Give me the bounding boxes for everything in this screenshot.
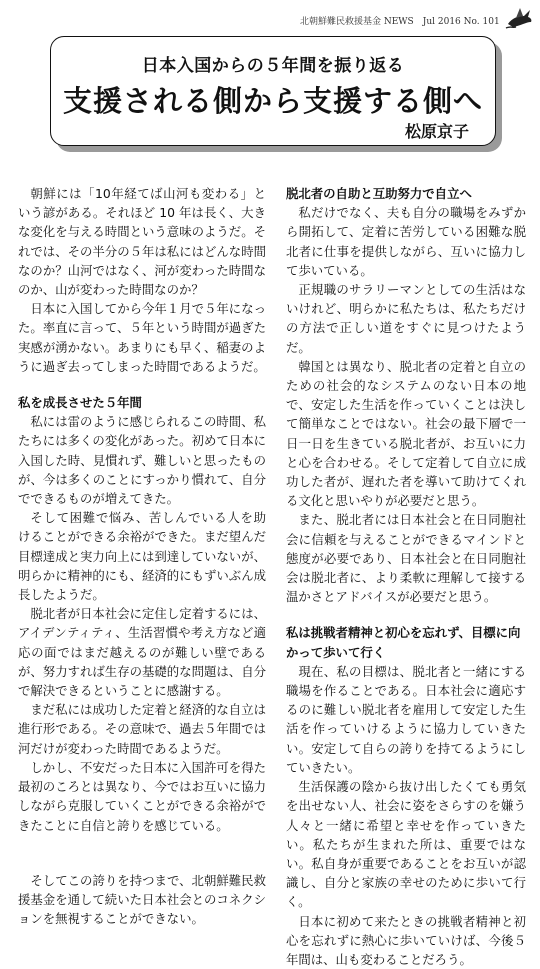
paragraph: しかし、不安だった日本に入国許可を得た最初のころとは異なり、今ではお互いに協力しながら克服していくことができる余裕ができたことに自信と誇りを感じている。 xyxy=(18,759,266,833)
paragraph: まだ私には成功した定着と経済的な自立は進行形である。その意味で、過去５年間では河だけが変わった時間であるようだ。 xyxy=(18,702,266,756)
paragraph: 私には雷のように感じられるこの時間、私たちには多くの変化があった。初めて日本に入国した時、見慣れず、難しいと思ったものが、今は多くのことにすっかり慣れて、自分でできるものが増えてきた。 xyxy=(18,414,266,507)
paragraph: 朝鮮には「10年経てば山河も変わる」という諺がある。それほど 10 年は長く、大きな変化を与える時間という意味のようだ。それでは、その半分の５年は私にはどんな時間なのか？山河ではなく、河が変わった時間なのか、山が変わった時間なのか？ xyxy=(18,186,266,298)
section-heading-challenge: 私は挑戦者精神と初心を忘れず、目標に向かって歩いて行く xyxy=(286,625,521,660)
paragraph: 正規職のサラリーマンとしての生活はないけれど、明らかに私たちは、私たちだけの方法で正しい道をすぐに見つけたようだ。 xyxy=(286,282,526,355)
paragraph: そして困難で悩み、苦しんでいる人を助けることができる余裕ができた。まだ望んだ目標達成と実力向上には到達していないが、明らかに精神的にも、経済的にもずいぶん成長したようだ。 xyxy=(18,510,266,603)
paragraph: 日本に入国してから今年１月で５年になった。率直に言って、５年という時間が過ぎた実感が湧かない。あまりにも早く、稲妻のように過ぎ去ってしまった時間であるようだ。 xyxy=(18,301,266,374)
paragraph: 脱北者が日本社会に定住し定着するには、アイデンティティ、生活習慣や考え方など適応の面ではまだ越えるのが難しい壁であるが、努力すれば生存の基礎的な問題は、自分で解決できるということに感謝する。 xyxy=(18,606,266,699)
paragraph: 私だけでなく、夫も自分の職場をみずから開拓して、定着に苦労している困難な脱北者に仕事を提供しながら、互いに協力して歩いている。 xyxy=(286,205,526,278)
title-box xyxy=(50,36,496,146)
paragraph: また、脱北者には日本社会と在日同胞社会に信頼を与えることができるマインドと態度が必要であり、日本社会と在日同胞社会は脱北者に、より柔軟に理解して接する温かさとアドバイスが必要だと思う。 xyxy=(286,512,526,605)
paragraph: 韓国とは異なり、脱北者の定着と自立のための社会的なシステムのない日本の地で、安定した生活を作っていくことは決して簡単なことではない。社会の最下層で一日一日を生きている脱北者が、お互いに力と心を合わせる。そして定着して自立に成功した者が、遅れた者を導いて助けてくれる文化と思いやりが必要だと思う。 xyxy=(286,358,526,509)
article-title: 支援される側から支援する側へ xyxy=(62,84,483,118)
paragraph: 日本に初めて来たときの挑戦者精神と初心を忘れずに熱心に歩いていけば、今後５年間は、山も変わることだろう。 xyxy=(286,913,526,967)
left-column xyxy=(18,184,266,928)
section-heading-growth: 私を成長させた５年間 xyxy=(18,395,142,411)
author-name: 松原京子 xyxy=(404,122,469,141)
paragraph: 生活保護の陰から抜け出したくても勇気を出せない人、社会に姿をさらすのを嫌う人々と一緒に希望と幸せを作っていきたい。私たちが生まれた所は、重要ではない。私自身が重要であることをお互いが認識し、自分と家族の幸せのために歩いて行く。 xyxy=(286,779,526,910)
paragraph: 現在、私の目標は、脱北者と一緒にする職場を作ることである。日本社会に適応するのに難しい脱北者を雇用して安定した生活を作っていけるように協力していきたい。安定して自らの誇りを持てるようにしていきたい。 xyxy=(286,663,526,775)
section-heading-independence: 脱北者の自助と互助努力で自立へ xyxy=(286,186,472,201)
paragraph: そしてこの誇りを持つまで、北朝鮮難民救援基金を通して続いた日本社会とのコネクションを無視することができない。 xyxy=(18,872,266,927)
dove-icon xyxy=(504,4,534,32)
newsletter-header: 北朝鮮難民救援基金 NEWS Jul 2016 No. 101 xyxy=(300,17,500,27)
right-column xyxy=(286,184,526,969)
article-subtitle: 日本入国からの５年間を振り返る xyxy=(141,56,405,76)
